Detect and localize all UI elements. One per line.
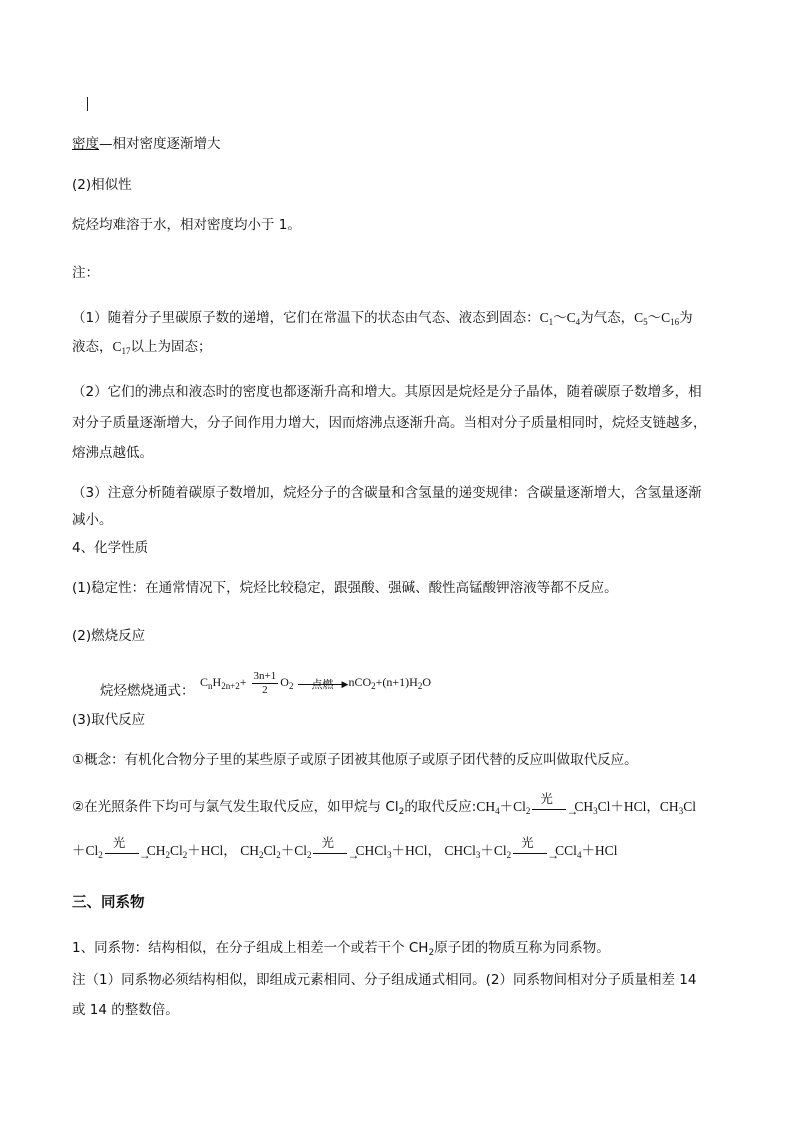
note3-line1: （3）注意分析随着碳原子数增加，烷烃分子的含碳量和含氢量的递变规律：含碳量逐渐增大，含氢量逐渐 xyxy=(72,485,702,501)
substitution-line2 xyxy=(72,835,618,862)
combustion-label: 烷烃燃烧通式： xyxy=(100,683,195,699)
light-arrow: 光 → xyxy=(511,842,555,862)
intro-text: ②在光照条件下均可与氯气发生取代反应，如甲烷与 Cl xyxy=(72,799,399,815)
reaction-1: $CH_4+Cl_2$ 光 → $CH_3Cl+HCl$，$CH_3Cl$ xyxy=(476,791,696,818)
liquid-text: 为 xyxy=(679,310,693,326)
homolog-definition: 1、同系物：结构相似，在分子组成上相差一个或若干个 $CH_2$原子团的物质互称为同系物。 xyxy=(72,940,610,958)
section-3-heading: 三、同系物 xyxy=(72,895,145,911)
similarity-heading: (2)相似性 xyxy=(72,177,132,193)
reaction-3: $CH_2Cl_2+Cl_2$ 光 → CHCl$_3$＋HCl， xyxy=(240,835,442,862)
liquid-state: 液态， xyxy=(72,339,113,355)
note2-line1: （2）它们的沸点和液态时的密度也都逐渐升高和增大。其原因是烷烃是分子晶体，随着碳原子数增多，相 xyxy=(72,384,702,400)
light-arrow: 光 → xyxy=(530,798,574,818)
note-label: 注： xyxy=(72,265,99,281)
homolog-note-line2: 或 14 的整数倍。 xyxy=(72,1002,179,1018)
note2-line3: 熔沸点越低。 xyxy=(72,445,153,461)
tilde: ～ xyxy=(553,310,567,326)
c1-formula: $C_1$ xyxy=(539,310,554,327)
substitution-heading: (3)取代反应 xyxy=(72,712,146,728)
intro-end: 的取代反应: xyxy=(404,799,477,815)
note1-line1 xyxy=(72,308,693,328)
substitution-line1: ②在光照条件下均可与氯气发生取代反应，如甲烷与 $Cl_2$的取代反应$:CH_4+Cl_2$ 光 → $CH_3Cl+HCl$，$CH_3Cl$ xyxy=(72,791,696,818)
c5-formula: $C_5$ xyxy=(634,310,648,327)
homolog-def-end: 原子团的物质互称为同系物。 xyxy=(434,940,610,956)
fraction: $\frac{3n+1}{2}$ xyxy=(253,669,277,696)
ignition-arrow: 点燃 ▶ xyxy=(296,673,348,693)
text-cursor xyxy=(87,97,88,111)
c4-formula: $C_4$ xyxy=(566,310,581,327)
reaction-2: $+Cl_2$ 光 → $CH_2Cl_2+HCl$， xyxy=(72,835,237,862)
light-arrow: 光 → xyxy=(103,842,147,862)
solid-state: 以上为固态； xyxy=(130,339,212,355)
tilde: ～ xyxy=(647,310,662,326)
density-rest: —相对密度逐渐增大 xyxy=(99,136,221,152)
stability-text: (1)稳定性：在通常情况下，烷烃比较稳定，跟强酸、强碱、酸性高锰酸钾溶液等都不反应。 xyxy=(72,580,618,596)
note2-line2: 对分子质量逐渐增大，分子间作用力增大，因而熔沸点逐渐升高。当相对分子质量相同时，烷烃支链越多， xyxy=(72,415,707,431)
reaction-4: $CHCl_3+Cl_2$ 光 → CCl$_4$＋HCl xyxy=(444,835,618,862)
combustion-formula: $C_nH_{2n+2}+$ $\frac{3n+1}{2}$ $O_2$ 点燃 ▶ $nCO_2+(n+1)H_2O$ xyxy=(200,669,431,696)
density-term: 密度 xyxy=(72,136,99,152)
density-line xyxy=(72,134,221,154)
homolog-note-line1: 注（1）同系物必须结构相似，即组成元素相同、分子组成通式相同。(2）同系物间相对分子质量相差 14 xyxy=(72,972,697,988)
homolog-def-text: 1、同系物：结构相似，在分子组成上相差一个或若干个 CH xyxy=(72,940,429,956)
section-4-heading: 4、化学性质 xyxy=(72,540,149,556)
substitution-concept: ①概念：有机化合物分子里的某些原子或原子团被其他原子或原子团代替的反应叫做取代反应。 xyxy=(72,752,638,768)
c17-formula: $C_{17}$ xyxy=(112,339,131,356)
note1-line2 xyxy=(72,337,212,357)
similarity-text: 烷烃均难溶于水，相对密度均小于 1。 xyxy=(72,217,301,233)
c16-formula: $C_{16}$ xyxy=(661,310,680,327)
note1-text: （1）随着分子里碳原子数的递增，它们在常温下的状态由气态、液态到固态： xyxy=(72,310,540,326)
note3-line2: 减小。 xyxy=(72,512,113,528)
combustion-heading: (2)燃烧反应 xyxy=(72,628,146,644)
gas-text: 为气态， xyxy=(580,310,635,326)
light-arrow: 光 → xyxy=(311,842,355,862)
